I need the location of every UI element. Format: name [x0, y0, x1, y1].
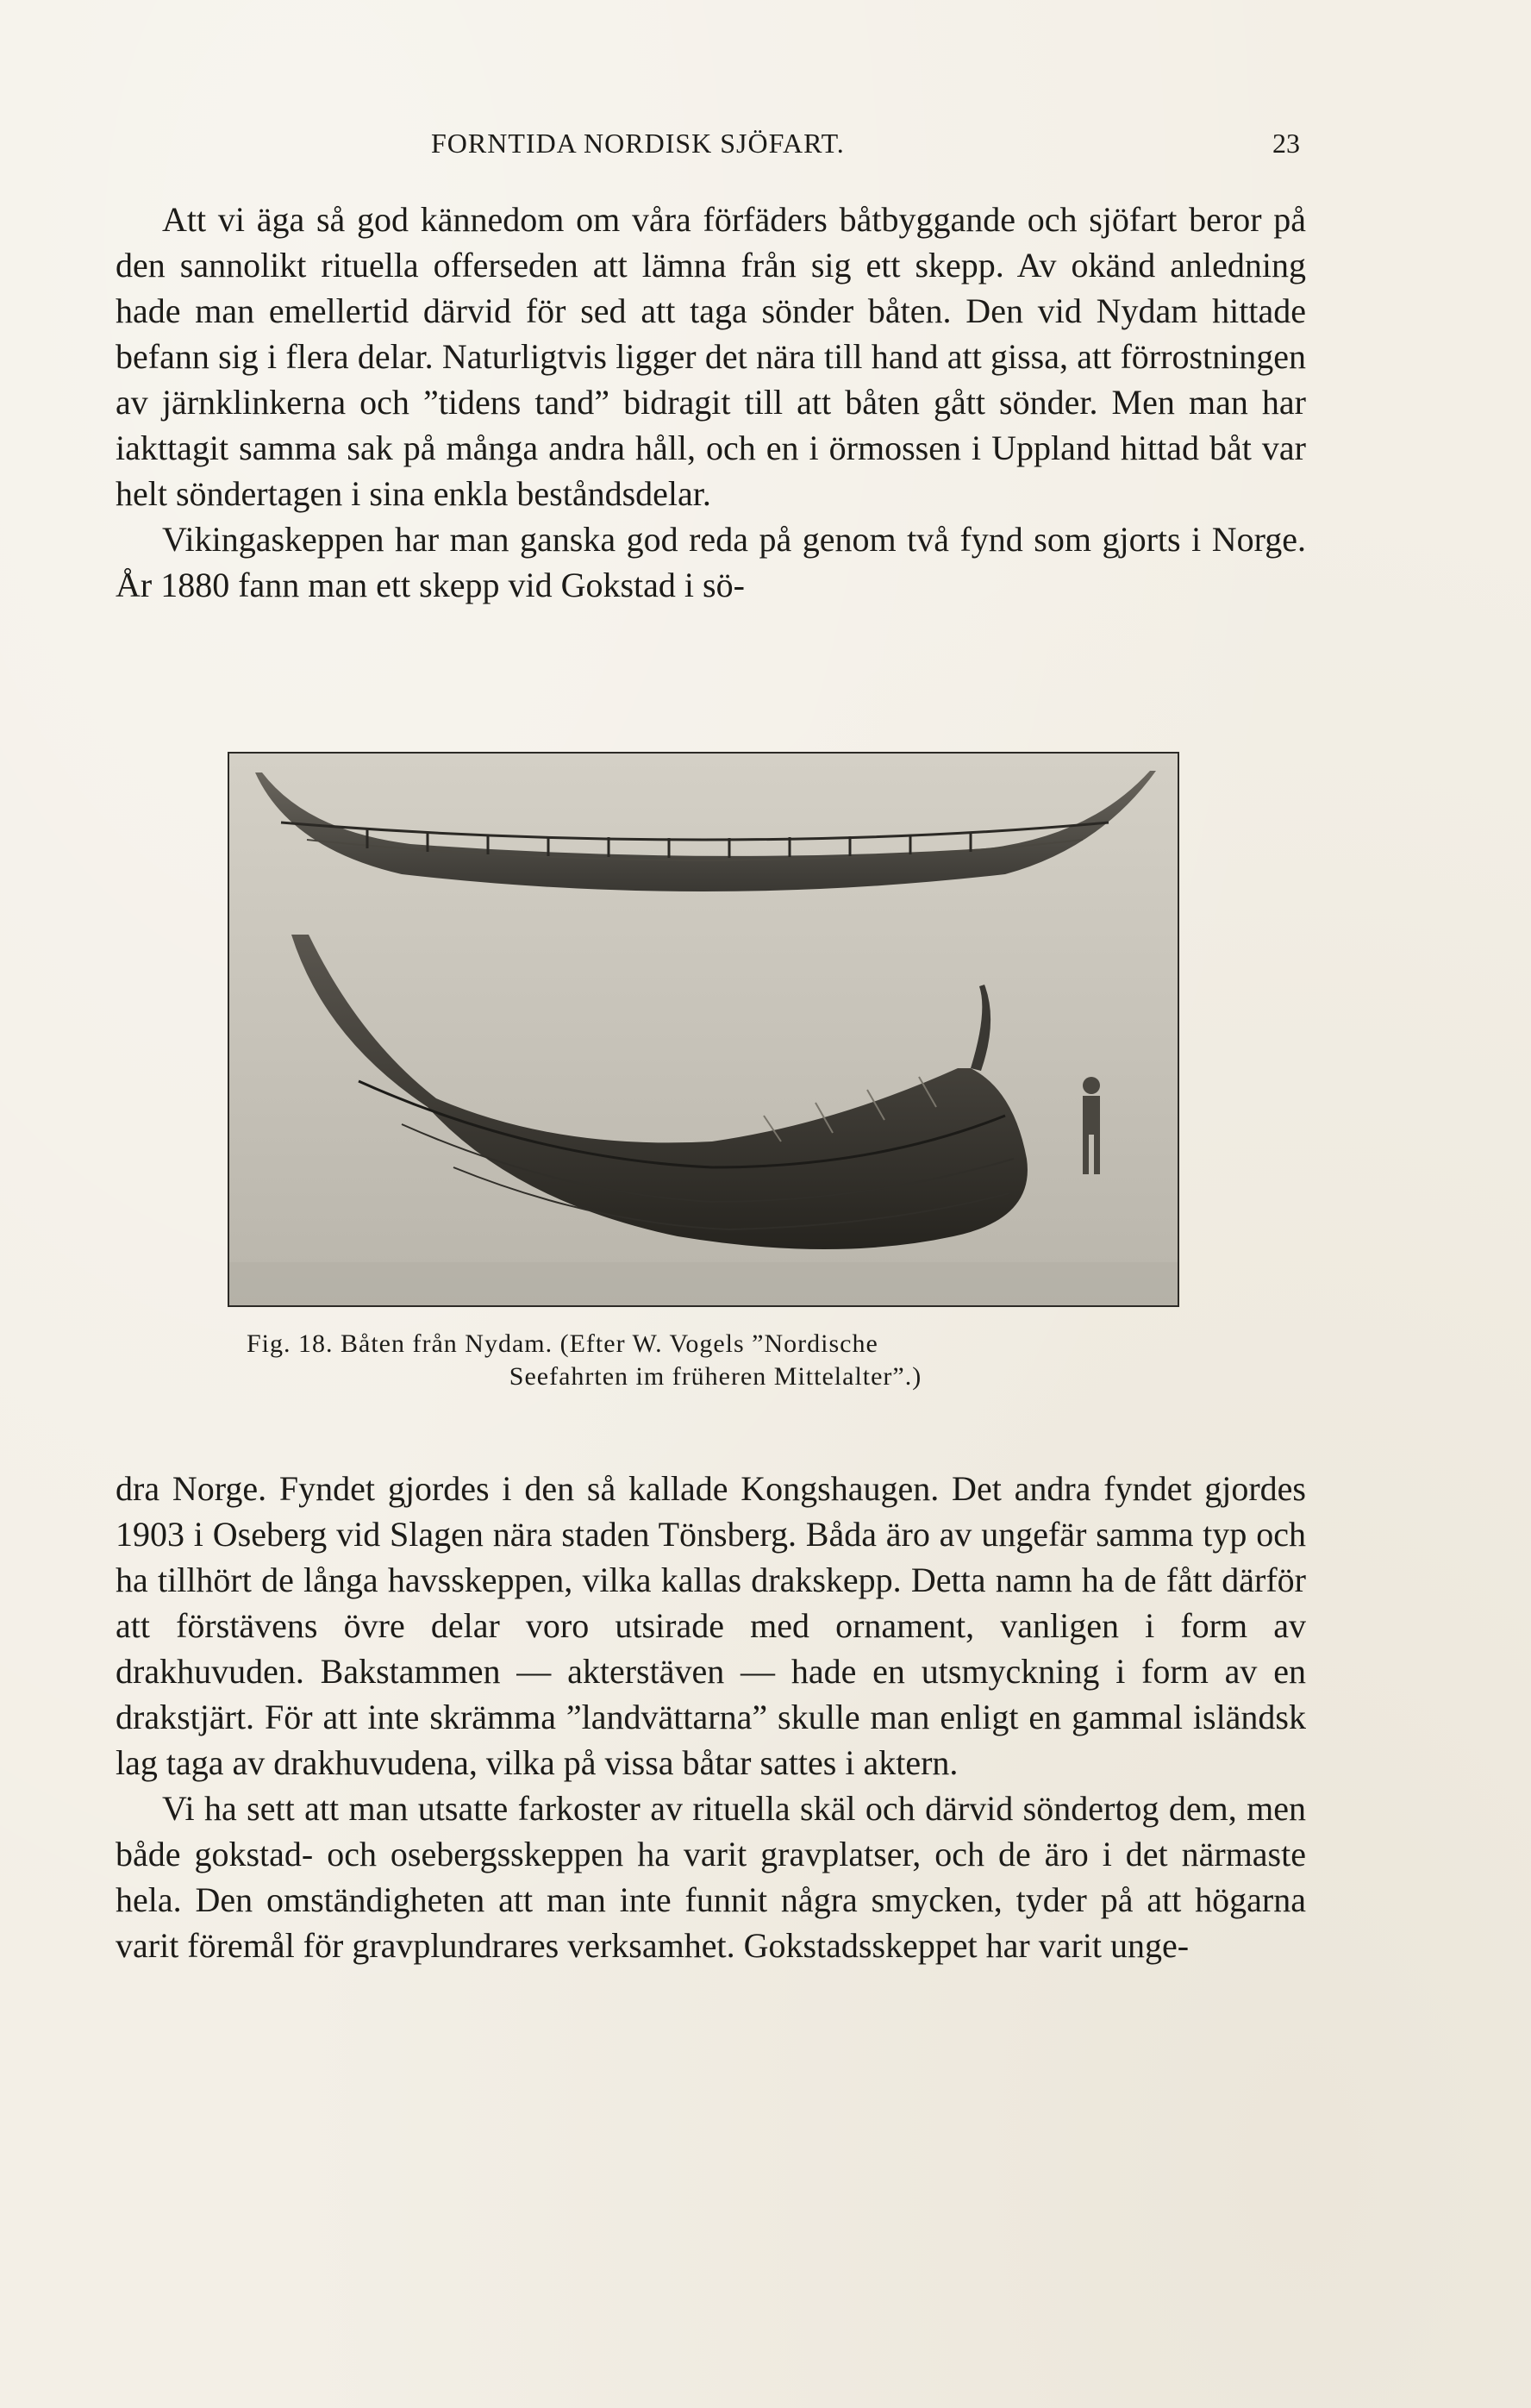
paragraph: Vi ha sett att man utsatte farkoster av rituella skäl och därvid söndertog dem, men både gokstad- och osebergsskeppen ha varit gravplatser, och de äro i det närmaste hela. Den omständigheten att man inte funnit några smycken, tyder på att högarna varit föremål för gravplundrares verksamhet. Gokstadsskeppet har varit unge- [116, 1789, 1306, 1965]
page-number: 23 [1272, 128, 1300, 159]
caption-line: Seefahrten im früheren Mittelalter”.) [509, 1362, 922, 1391]
nydam-boat-illustration [229, 754, 1178, 1305]
running-header: FORNTIDA NORDISK SJÖFART. [431, 128, 845, 159]
paragraph: Att vi äga så god kännedom om våra förfäders båtbyggande och sjöfart beror på den sannolikt rituella offerseden att lämna från sig ett skepp. Av okänd anledning hade man emellertid därvid för sed att taga sönder båten. Den vid Nydam hittade befann sig i flera delar. Naturligtvis ligger det nära till hand att gissa, att förrostningen av järnklinkerna och ”tidens tand” bidragit till att båten gått sönder. Men man har iakttagit samma sak på många andra håll, och en i örmossen i Uppland hittad båt var helt söndertagen i sina enkla beståndsdelar. [116, 200, 1306, 513]
body-text-bottom [116, 1466, 1306, 1968]
caption-line: Fig. 18. Båten från Nydam. (Efter W. Vogels ”Nordische [247, 1329, 878, 1358]
paragraph-continuation: dra Norge. Fyndet gjordes i den så kallade Kongshaugen. Det andra fyndet gjordes 1903 i Oseberg vid Slagen nära staden Tönsberg. Båda äro av ungefär samma typ och ha tillhört de långa havsskeppen, vilka kallas drakskepp. Detta namn ha de fått därför att förstävens övre delar voro utsirade med ornament, vanligen i form av drakhuvuden. Bakstammen — akterstäven — hade en utsmyckning i form av en drakstjärt. För att inte skrämma ”landvättarna” skulle man enligt en gammal isländsk lag taga av drakhuvudena, vilka på vissa båtar sattes i aktern. [116, 1469, 1306, 1782]
paragraph: Vikingaskeppen har man ganska god reda på genom två fynd som gjorts i Norge. År 1880 fann man ett skepp vid Gokstad i sö- [116, 520, 1306, 604]
figure-caption [241, 1328, 1190, 1393]
boat-photograph [228, 752, 1179, 1307]
body-text-top [116, 197, 1306, 608]
